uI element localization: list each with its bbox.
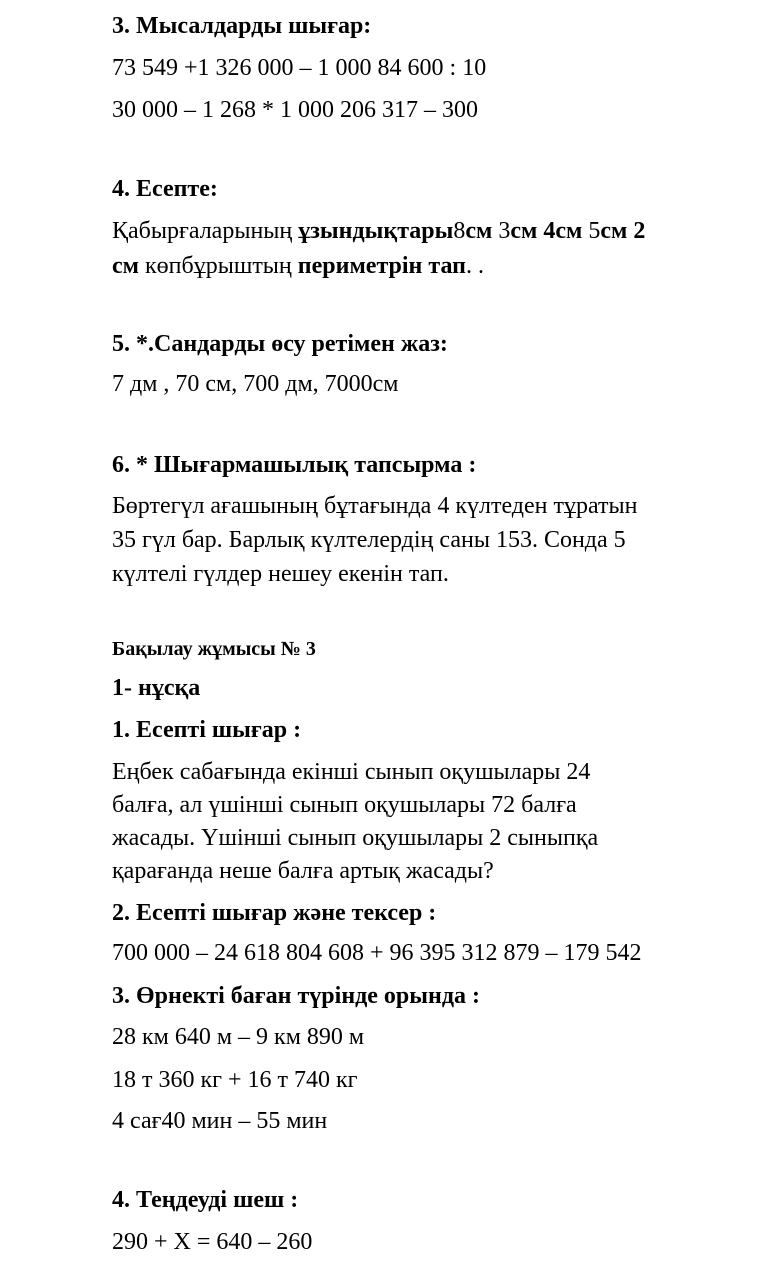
- problem-text-line: 35 гүл бар. Барлық күлтелердің саны 153. Сонда 5: [112, 527, 626, 553]
- text-run: 8: [453, 218, 466, 244]
- problem-text-line: жасады. Үшінші сынып оқушылары 2 сыныпқа: [112, 825, 599, 851]
- equation-line: 290 + Х = 640 – 260: [112, 1229, 313, 1255]
- text-run: см: [112, 253, 139, 279]
- text-run: . .: [465, 253, 484, 279]
- text-run: см: [465, 218, 493, 244]
- text-run: см 2: [600, 218, 646, 244]
- task-2-heading: 2. Есепті шығар және тексер :: [112, 900, 437, 926]
- problem-text-line: күлтелі гүлдер нешеу екенін тап.: [112, 561, 449, 587]
- section-6-heading: 6. * Шығармашылық тапсырма :: [112, 452, 477, 478]
- section-3-heading: 3. Мысалдарды шығар:: [112, 13, 372, 39]
- problem-text-line: Еңбек сабағында екінші сынып оқушылары 24: [112, 759, 591, 785]
- text-run: Қабырғаларының: [112, 218, 299, 244]
- expression-line: 73 549 +1 326 000 – 1 000 84 600 : 10: [112, 55, 487, 81]
- problem-text-line: қарағанда неше балға артық жасады?: [112, 858, 494, 884]
- control-work-title: Бақылау жұмысы № 3: [112, 638, 316, 660]
- text-run: периметрін тап: [297, 253, 466, 279]
- expression-line: 700 000 – 24 618 804 608 + 96 395 312 879 – 179 542: [112, 940, 642, 966]
- section-4-heading: 4. Есепте:: [112, 176, 218, 202]
- task-4-heading: 4. Теңдеуді шеш :: [112, 1187, 299, 1213]
- problem-text-line: балға, ал үшінші сынып оқушылары 72 балға: [112, 792, 577, 818]
- expression-line: 18 т 360 кг + 16 т 740 кг: [112, 1067, 358, 1093]
- text-run: ұзындықтары: [298, 218, 454, 244]
- problem-text-line: Бөртегүл ағашының бұтағында 4 күлтеден тұратын: [112, 493, 638, 519]
- variant-label: 1- нұсқа: [112, 675, 201, 701]
- task-1-heading: 1. Есепті шығар :: [112, 717, 302, 743]
- section-5-heading: 5. *.Сандарды өсу ретімен жаз:: [112, 331, 448, 357]
- text-run: 5: [582, 218, 601, 244]
- text-run: 3: [492, 218, 511, 244]
- expression-line: 4 сағ40 мин – 55 мин: [112, 1108, 328, 1134]
- task-3-heading: 3. Өрнекті баған түрінде орында :: [112, 983, 480, 1009]
- expression-line: 30 000 – 1 268 * 1 000 206 317 – 300: [112, 97, 478, 123]
- number-list: 7 дм , 70 см, 700 дм, 7000см: [112, 371, 399, 397]
- text-run: көпбұрыштың: [139, 253, 298, 279]
- text-run: см 4см: [510, 218, 583, 244]
- problem-text-line: [112, 252, 484, 280]
- expression-line: 28 км 640 м – 9 км 890 м: [112, 1024, 365, 1050]
- problem-text-line: [112, 217, 645, 245]
